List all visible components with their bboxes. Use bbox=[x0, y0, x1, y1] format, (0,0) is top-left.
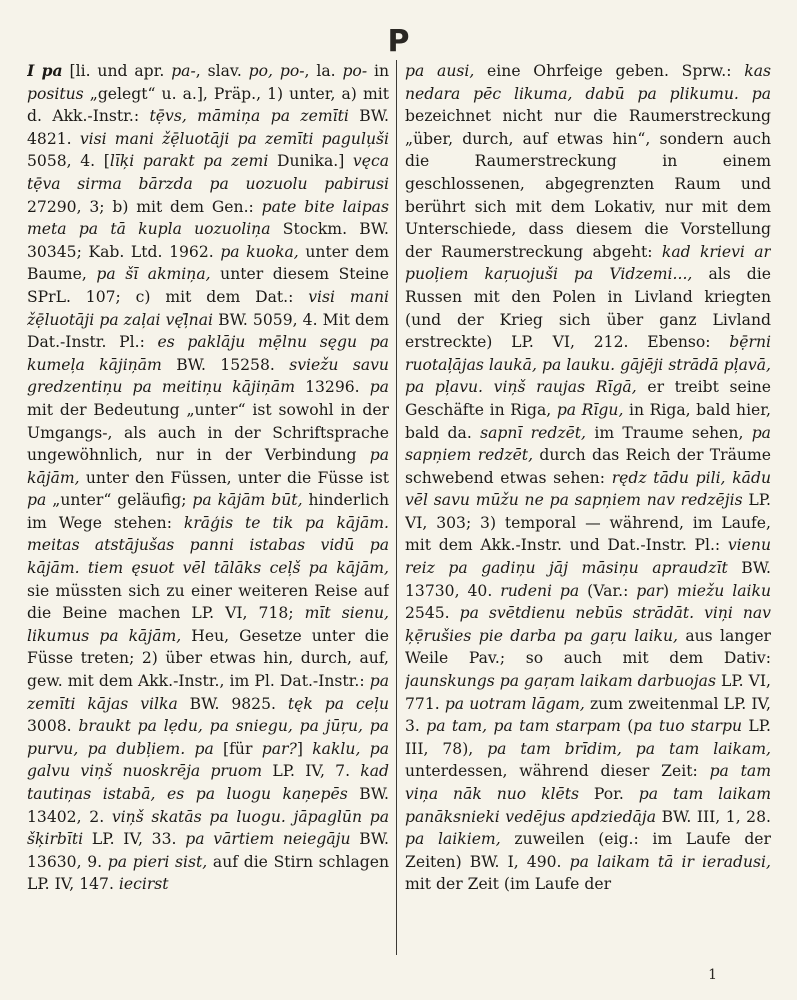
german-gloss: aus langer Weile Pav.; so auch mit dem Dativ: bbox=[405, 626, 771, 668]
german-gloss: (Var.: bbox=[579, 581, 637, 600]
german-gloss: , la. bbox=[304, 62, 343, 80]
latvian-example: positus bbox=[27, 84, 84, 103]
german-gloss: hinderlich im Wege stehen: bbox=[27, 491, 389, 532]
latvian-example: pa kājām būt, bbox=[192, 491, 303, 510]
latvian-example: tęk pa ceļu bbox=[287, 694, 389, 713]
german-gloss: „gelegt“ u. a.], Präp., 1) unter, a) mit d. Akk.-Instr.: bbox=[27, 84, 389, 126]
german-gloss: mit der Zeit (im Laufe der bbox=[405, 875, 612, 894]
latvian-example: pa pieri sist, bbox=[107, 852, 208, 871]
german-gloss: 27290, 3; b) mit dem Gen.: bbox=[27, 197, 262, 216]
german-gloss: im Traume sehen, bbox=[586, 423, 752, 442]
german-gloss: Heu, Gesetze unter die Füsse treten; 2) über etwas hin, durch, auf, gew. mit dem Akk.-Instr., im Pl. Dat.-Instr.: bbox=[27, 626, 389, 691]
latvian-example: sapnī redzēt, bbox=[480, 423, 587, 442]
latvian-example: viņš skatās pa luogu. jāpaglūn pa šķirbīti bbox=[27, 807, 389, 849]
latvian-example: pa kājām, bbox=[27, 446, 389, 487]
latvian-example: pa tam laikam panāksnieki vedējus apdziedāja bbox=[405, 785, 771, 826]
latvian-example: pa tam viņa nāk nuo klēts bbox=[405, 762, 771, 803]
german-gloss: , slav. bbox=[195, 62, 249, 80]
german-gloss: BW. 15258. bbox=[161, 355, 290, 374]
german-gloss: unterdessen, während dieser Zeit: bbox=[405, 762, 710, 781]
latvian-example: po, po- bbox=[248, 62, 305, 80]
section-letter: P bbox=[387, 24, 410, 59]
german-gloss: mit der Bedeutung „unter“ ist sowohl in der Umgangs-, als auch in der Schriftsprache ungewöhnlich, nur in der Verbindung bbox=[27, 400, 389, 465]
german-gloss: Dunika.] bbox=[268, 152, 353, 171]
german-gloss: BW. 9825. bbox=[177, 694, 288, 713]
latvian-example: kaklu, pa galvu viņš nuoskrēja pruom bbox=[27, 739, 389, 781]
latvian-example: pa kuoka, bbox=[220, 242, 299, 261]
page-number: 1 bbox=[708, 967, 717, 983]
latvian-example: par bbox=[636, 581, 663, 600]
german-gloss: LP. IV, 7. bbox=[262, 762, 361, 781]
latvian-example: pa- bbox=[171, 62, 196, 80]
latvian-example: līķi parakt pa zemi bbox=[109, 152, 269, 171]
latvian-example: pate bite laipas meta pa tā kupla uozuoliņa bbox=[27, 197, 389, 239]
german-gloss: LP. VI, 303; 3) temporal — während, im Laufe, mit dem Akk.-Instr. und Dat.-Instr. Pl.: bbox=[405, 491, 771, 555]
latvian-example: pa tuo starpu bbox=[633, 717, 742, 736]
latvian-example: vienu reiz pa gadiņu jāj māsiņu apraudzīt bbox=[405, 536, 771, 578]
german-gloss: LP. IV, 33. bbox=[83, 830, 186, 849]
german-gloss: LP. III, 78), bbox=[405, 717, 771, 758]
german-gloss: 5058, 4. [ bbox=[27, 152, 110, 171]
german-gloss: unter den Füssen, unter die Füsse ist bbox=[79, 468, 389, 487]
latvian-example: kad tautiņas istabā, es pa luogu kaņepēs bbox=[27, 762, 389, 803]
latvian-example: pa laikiem, bbox=[405, 830, 501, 849]
german-gloss: BW. 5059, 4. Mit dem Dat.-Instr. Pl.: bbox=[27, 310, 389, 352]
column-divider bbox=[396, 60, 397, 955]
german-gloss: in Riga, bald hier, bald da. bbox=[405, 400, 771, 442]
german-gloss: ) bbox=[663, 581, 678, 600]
german-gloss: BW. 13730, 40. bbox=[405, 559, 771, 600]
german-gloss: BW. III, 1, 28. bbox=[656, 807, 771, 826]
german-gloss: 3008. bbox=[27, 717, 79, 736]
left-column bbox=[27, 60, 389, 955]
german-gloss: Por. bbox=[579, 785, 639, 803]
latvian-example: par? bbox=[261, 739, 297, 758]
latvian-example: kas nedara pēc likuma, dabū pa plikumu. pa bbox=[405, 62, 771, 103]
left-column-text bbox=[27, 60, 389, 896]
latvian-example: es paklāju mẹ̄lnu sęgu pa kumeļa kājiņām bbox=[27, 333, 389, 374]
german-gloss: unter dem Baume, bbox=[27, 242, 389, 284]
latvian-example: pa svētdienu nebūs strādāt. viņi nav ķẹ̄rušies pie darba pa gaŗu laiku, bbox=[405, 604, 771, 645]
german-gloss: zuweilen (eig.: im Laufe der Zeiten) BW. I, 490. bbox=[405, 830, 771, 871]
latvian-example: pa bbox=[27, 491, 47, 510]
german-gloss: eine Ohrfeige geben. Sprw.: bbox=[474, 62, 745, 80]
german-gloss: durch das Reich der Träume schwebend etwas sehen: bbox=[405, 446, 771, 487]
german-gloss: [li. und apr. bbox=[62, 62, 172, 80]
latvian-example: mīt sienu, likumus pa kājām, bbox=[27, 604, 389, 645]
german-gloss: 13296. bbox=[295, 378, 370, 397]
right-column-text bbox=[405, 60, 771, 896]
german-gloss: „unter“ geläufig; bbox=[46, 491, 193, 510]
latvian-example: rędz tādu pili, kādu vēl savu mūžu ne pa sapņiem nav redzējis bbox=[405, 468, 771, 510]
latvian-example: pa zemīti kājas vilka bbox=[27, 672, 389, 713]
latvian-example: tẹ̄vs, māmiņa pa zemīti bbox=[149, 107, 349, 126]
german-gloss: er treibt seine Geschäfte in Riga, bbox=[405, 378, 771, 419]
german-gloss: zum zweitenmal LP. IV, 3. bbox=[405, 694, 771, 736]
latvian-example: pa tam, pa tam starpam bbox=[426, 717, 621, 736]
latvian-example: pa laikam tā ir ieradusi, bbox=[569, 852, 771, 871]
latvian-example: jaunskungs pa gaŗam laikam darbuojas bbox=[405, 672, 716, 691]
german-gloss: LP. VI, 771. bbox=[405, 672, 771, 713]
german-gloss: BW. 13630, 9. bbox=[27, 830, 389, 871]
german-gloss: BW. 4821. bbox=[27, 107, 389, 148]
latvian-example: sviežu savu gredzentiņu pa meitiņu kājiņām bbox=[27, 355, 389, 397]
latvian-example: po- bbox=[342, 62, 368, 80]
latvian-example: bẹ̄rni ruotaļājas laukā, pa lauku. gājēji strādā pļavā, pa pļavu. viņš raujas Rīgā, bbox=[405, 333, 771, 397]
german-gloss: ] bbox=[296, 739, 313, 758]
latvian-example: visi mani žẹ̄luotāji pa zemīti pagulu̦ši bbox=[79, 129, 389, 148]
latvian-example: pa bbox=[369, 378, 389, 397]
right-column bbox=[405, 60, 771, 955]
latvian-example: krāģis te tik pa kājām. meitas atstājušas panni istabas vidū pa kājām. tiem ęsuot vēl tālāks ceļš pa kājām, bbox=[27, 513, 389, 578]
latvian-example: pa šī akmiņa, bbox=[96, 265, 211, 284]
latvian-example: pa uotram lāgam, bbox=[444, 694, 585, 713]
german-gloss: bezeichnet nicht nur die Raumerstreckung „über, durch, auf etwas hin“, sondern auch die Raumerstreckung in einem geschlossenen, abgegrenzten Raum und berührt sich mit dem Lokativ, nur mit dem Unterschiede, dass diesem die Vorstellung der Raumerstreckung abgeht: bbox=[405, 107, 771, 261]
latvian-example: vęca tẹ̄va sirma bārzda pa uozuolu pabirusi bbox=[27, 152, 389, 193]
german-gloss: in bbox=[367, 62, 389, 80]
latvian-example: rudeni pa bbox=[500, 581, 580, 600]
entry-headword: I pa bbox=[27, 61, 63, 80]
german-gloss: auf die Stirn schlagen LP. IV, 147. bbox=[27, 852, 389, 894]
latvian-example: pa vārtiem neiegāju bbox=[185, 830, 351, 849]
latvian-example: pa sapņiem redzēt, bbox=[405, 423, 771, 465]
german-gloss: Stockm. BW. 30345; Kab. Ltd. 1962. bbox=[27, 220, 389, 261]
latvian-example: kad krievi ar puoļiem kaŗuojuši pa Vidzemi..., bbox=[405, 242, 771, 284]
german-gloss: [für bbox=[213, 739, 262, 758]
german-gloss: ( bbox=[620, 717, 634, 736]
german-gloss: BW. 13402, 2. bbox=[27, 785, 389, 826]
german-gloss: 2545. bbox=[405, 604, 460, 623]
german-gloss: als die Russen mit den Polen in Livland kriegten (und der Krieg sich über ganz Livland erstreckte) LP. VI, 212. Ebenso: bbox=[405, 265, 771, 352]
latvian-example: braukt pa lẹdu, pa sniegu, pa jūŗu, pa purvu, pa dubļiem. pa bbox=[27, 717, 389, 758]
latvian-example: pa tam brīdim, pa tam laikam, bbox=[487, 739, 771, 758]
latvian-example: pa Rīgu, bbox=[556, 400, 624, 419]
german-gloss: unter diesem Steine SPrL. 107; c) mit dem Dat.: bbox=[27, 265, 389, 306]
german-gloss: sie müssten sich zu einer weiteren Reise auf die Beine machen LP. VI, 718; bbox=[27, 581, 389, 623]
latvian-example: visi mani žẹ̄luotāji pa zaļai vęļ̄nai bbox=[27, 287, 389, 329]
latvian-example: pa ausi, bbox=[405, 62, 475, 80]
latvian-example: miežu laiku bbox=[677, 581, 771, 600]
latvian-example: iecirst bbox=[118, 875, 169, 894]
